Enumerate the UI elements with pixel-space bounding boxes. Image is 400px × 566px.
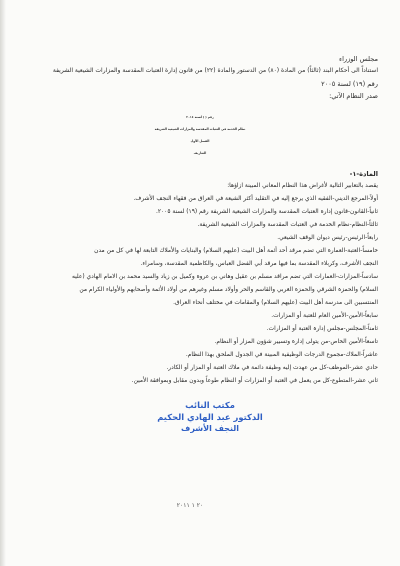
body-line: سادساً-المزارات-العمارات التي تضم مراقد مسلم بن عقيل وهاني بن عروة وكميل بن زياد والسيد محمد بن الامام الهادي (عليه [71, 274, 378, 280]
stamp-name: الدكتور عبد الهادي الحكيم [157, 412, 263, 422]
body-line: تاسعاً-الأمين الخاص-من يتولى إدارة وتسيير شؤون المزار أو النظام. [214, 339, 378, 345]
body-line: أولاً-المرجع الديني-الفقيه الذي يرجع إليه في التقليد أكثر الشيعة في العراق من فقهاء النجف الأشرف. [133, 196, 378, 202]
body-line: ثاني عشر-المتطوع-كل من يعمل في العتبة أو المزارات أو النظام طوعاً وبدون مقابل وبموافقة الأمين. [131, 378, 378, 384]
regulation-number: رقم ( ) لسنة ٢٠١٤ [186, 115, 214, 119]
body-line: السلام) والحمزة الشرقي والحمزة الغربي والقاسم والحر وأولاد مسلم وغيرهم من أولاد الأئمة وأصحابهم والأولياء الكرام من [79, 287, 378, 293]
preamble: استناداً الى أحكام البند (ثالثاً) من المادة (٨٠) من الدستور والمادة (٢٢) من قانون إدارة العتبات المقدسة والمزارات الشيعية الشريفة [52, 67, 378, 74]
body-line: رابعاً-الرئيس-رئيس ديوان الوقف الشيعي. [277, 235, 378, 241]
body-line: حادي عشر-الموظف-كل من عهدت إليه وظيفة دائمة في ملاك العتبة أو المزار أو الكادر. [166, 365, 378, 371]
article-label: المادة-١- [349, 170, 378, 178]
body-line: ثانياً-القانون-قانون إدارة العتبات المقدسة والمزارات الشيعية الشريفة رقم (١٩) لسنة ٢٠٠٥. [155, 209, 378, 215]
stamp-city: النجف الأشرف [181, 424, 239, 433]
body-line: خامساً-العتبة-العمارة التي تضم مرقد أحد أئمة أهل البيت (عليهم السلام) والبنايات والأملاك التابعة لها في كل من مدن [94, 248, 378, 254]
body-line: النجف الأشرف، وكربلاء المقدسة بما فيها مرقد أبي الفضل العباس، والكاظمية المقدسة، وسامراء. [140, 261, 378, 267]
body-line: ثامناً-المجلس-مجلس إدارة العتبة أو المزارات. [266, 326, 378, 332]
body-line: يقصد بالتعابير التالية لأغراض هذا النظام المعاني المبينة ازاؤها: [227, 183, 378, 189]
body-line: المنتسبين الى مدرسة أهل البيت (عليهم السلام) والمقامات في مختلف أنحاء العراق. [173, 300, 378, 306]
council-name: مجلس الوزراء [338, 55, 378, 63]
law-number: رقم (١٩) لسنة ٢٠٠٥ [321, 80, 378, 88]
body-line: سابعاً-الأمين-الأمين العام للعتبة أو المزارات. [271, 313, 378, 319]
chapter-label: الفصل الأول [190, 139, 210, 143]
issued-line: صدر النظام الآتي: [329, 92, 378, 100]
chapter-name: التعاريف [193, 151, 207, 155]
stamp-office: مكتب النائب [185, 400, 235, 410]
page-number: ٢٠ ١ ٢٠١١ [176, 502, 204, 509]
regulation-title: نظام الخدمة في العتبات المقدسة والمزارات الشيعية الشريفة [154, 127, 246, 131]
scan-edge [0, 0, 6, 566]
body-line: عاشراً-الملاك-مجموع الدرجات الوظيفية المبينة في الجدول الملحق بهذا النظام. [185, 352, 378, 358]
body-line: ثالثاً-النظام-نظام الخدمة في العتبات المقدسة والمزارات الشيعية الشريفة. [197, 222, 378, 228]
